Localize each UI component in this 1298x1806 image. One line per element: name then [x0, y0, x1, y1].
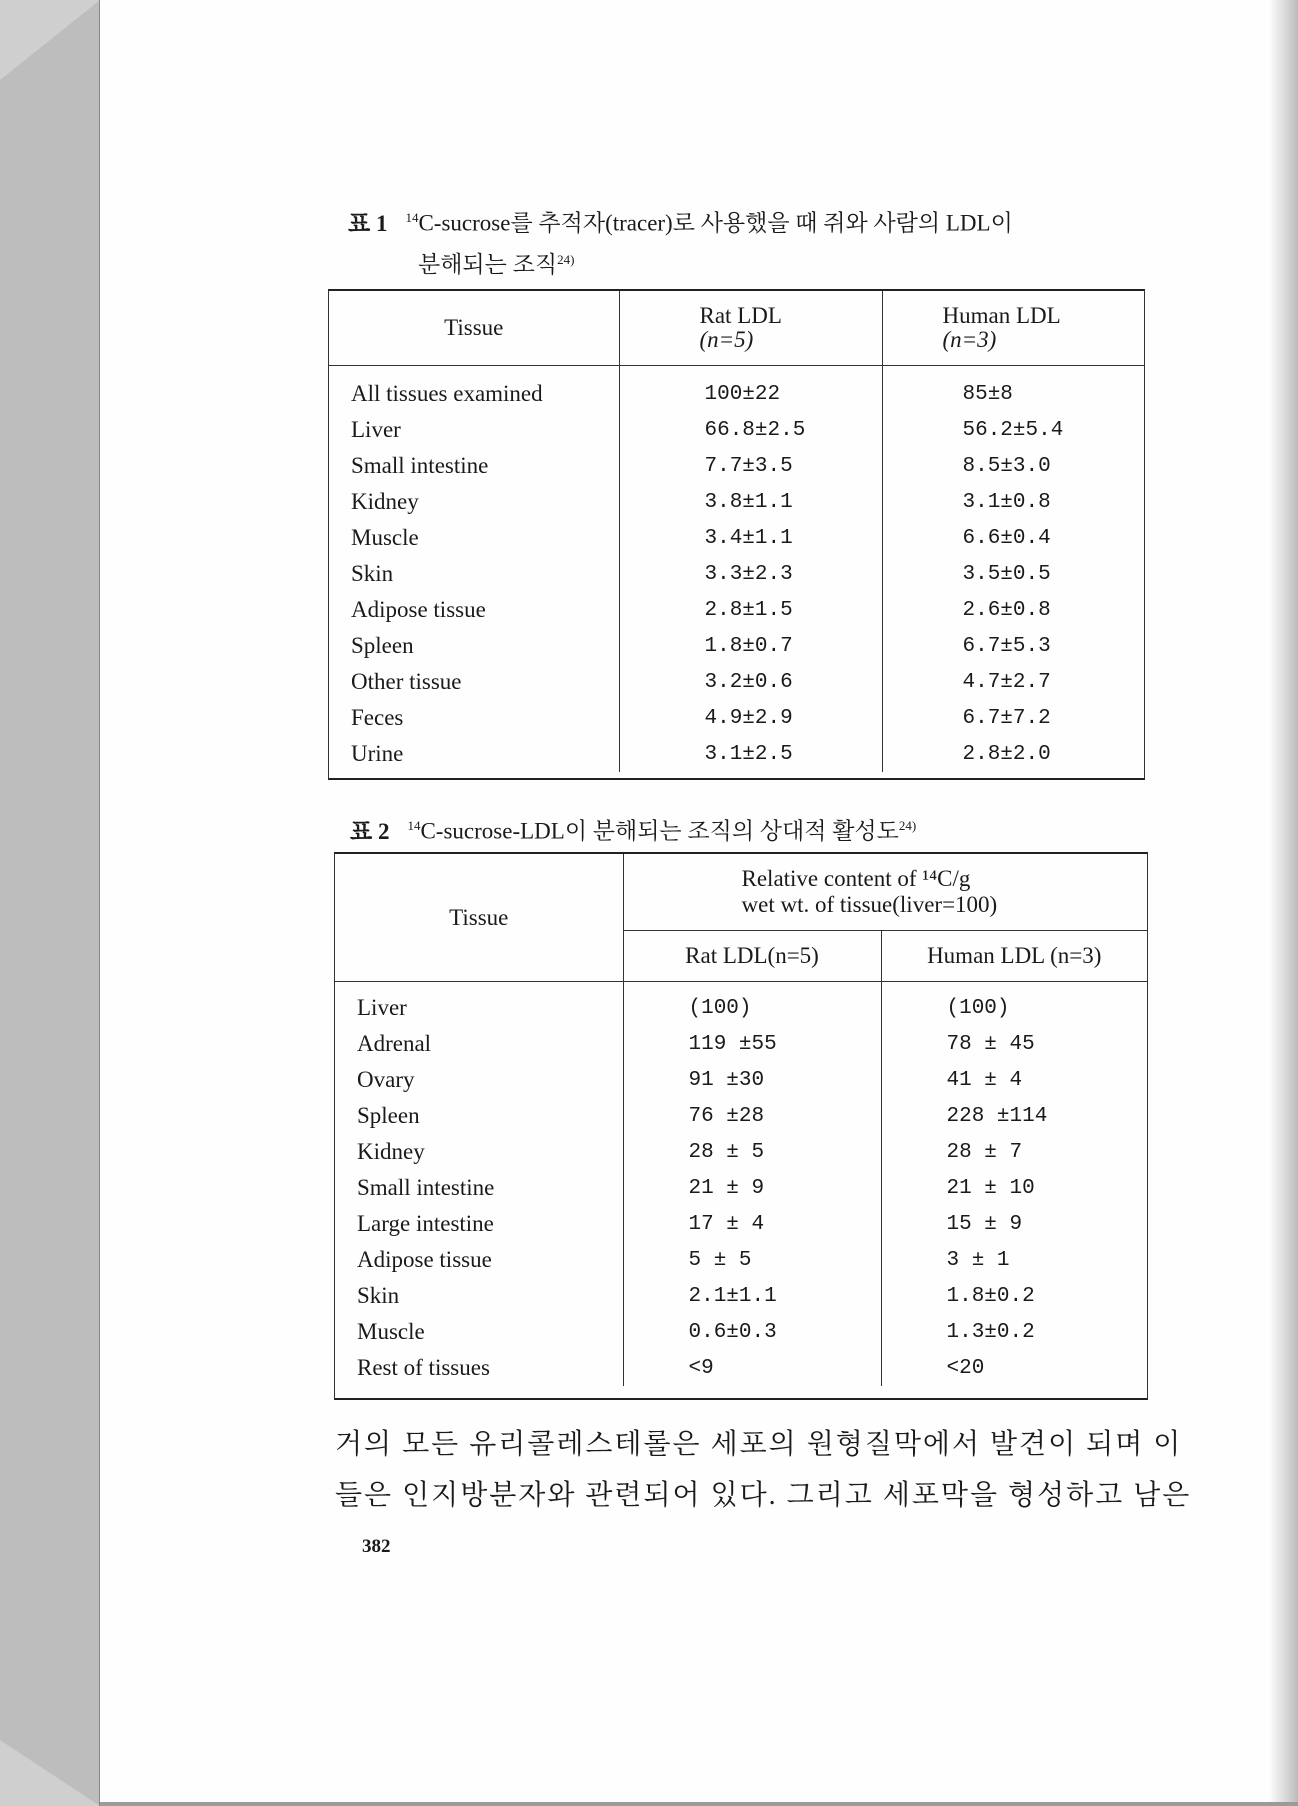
caption-line1: C-sucrose를 추적자(tracer)로 사용했을 때 쥐와 사람의 LDL이: [418, 210, 1013, 236]
human-value-cell: 1.8±0.2: [881, 1278, 1147, 1314]
table-row: [329, 412, 1144, 448]
human-value-cell: 15 ± 9: [881, 1206, 1147, 1242]
rat-value-cell: 3.3±2.3: [619, 556, 882, 592]
table1-label: 표 1: [348, 210, 388, 236]
rat-value-cell: 0.6±0.3: [623, 1314, 881, 1350]
header-human: Human LDL (n=3): [881, 931, 1147, 982]
rat-value-cell: <9: [623, 1350, 881, 1386]
human-value-cell: 2.8±2.0: [882, 736, 1144, 772]
tissue-cell: Kidney: [351, 489, 419, 514]
table-row: [329, 448, 1144, 484]
tissue-cell: Skin: [357, 1283, 400, 1308]
table-row: [329, 484, 1144, 520]
human-value-cell: 1.3±0.2: [881, 1314, 1147, 1350]
table-row: [329, 664, 1144, 700]
body-text-line-1: 거의 모든 유리콜레스테롤은 세포의 원형질막에서 발견이 되며 이: [335, 1429, 1183, 1460]
tissue-cell: Kidney: [357, 1139, 425, 1164]
table-row: [335, 1026, 1147, 1062]
ref-sup: 24): [898, 818, 917, 833]
human-value-cell: 228 ±114: [881, 1098, 1147, 1134]
table-row: [335, 1134, 1147, 1170]
table-row: [335, 1242, 1147, 1278]
header-human-n: (n=3): [942, 327, 997, 352]
group-line1: Relative content of ¹⁴C/g: [741, 866, 971, 891]
human-value-cell: 3.1±0.8: [882, 484, 1144, 520]
rat-value-cell: 91 ±30: [623, 1062, 881, 1098]
human-value-cell: 3.5±0.5: [882, 556, 1144, 592]
human-value-cell: 3 ± 1: [881, 1242, 1147, 1278]
table-row: [335, 1314, 1147, 1350]
table-row: [329, 520, 1144, 556]
human-value-cell: 28 ± 7: [881, 1134, 1147, 1170]
rat-value-cell: 1.8±0.7: [619, 628, 882, 664]
tissue-cell: Ovary: [357, 1067, 415, 1092]
group-line2: wet wt. of tissue(liver=100): [741, 892, 998, 917]
isotope-sup: 14: [407, 818, 421, 833]
table-row: [329, 556, 1144, 592]
tissue-cell: Feces: [351, 705, 404, 730]
rat-value-cell: 7.7±3.5: [619, 448, 882, 484]
tissue-cell: Spleen: [351, 633, 414, 658]
isotope-sup: 14: [405, 210, 419, 225]
tissue-cell: Skin: [351, 561, 394, 586]
table-row: [335, 1350, 1147, 1386]
page-bottom-edge: [100, 1802, 1298, 1806]
tissue-cell: All tissues examined: [351, 381, 543, 406]
header-tissue: Tissue: [335, 854, 623, 982]
table2-label: 표 2: [350, 818, 390, 844]
rat-value-cell: (100): [623, 990, 881, 1026]
tissue-cell: Large intestine: [357, 1211, 494, 1236]
header-rat-label: Rat LDL: [699, 303, 782, 328]
human-value-cell: 8.5±3.0: [882, 448, 1144, 484]
ref-sup: 24): [557, 251, 575, 267]
rat-value-cell: 17 ± 4: [623, 1206, 881, 1242]
rat-value-cell: 3.4±1.1: [619, 520, 882, 556]
tissue-cell: Liver: [357, 995, 407, 1020]
human-value-cell: 85±8: [882, 376, 1144, 412]
rat-value-cell: 66.8±2.5: [619, 412, 882, 448]
table-row: [329, 628, 1144, 664]
table-row: [335, 990, 1147, 1026]
rat-value-cell: 119 ±55: [623, 1026, 881, 1062]
tissue-cell: Other tissue: [351, 669, 462, 694]
rat-value-cell: 3.8±1.1: [619, 484, 882, 520]
tissue-cell: Rest of tissues: [357, 1355, 490, 1380]
rat-value-cell: 4.9±2.9: [619, 700, 882, 736]
tissue-cell: Spleen: [357, 1103, 420, 1128]
body-text-line-2: 들은 인지방분자와 관련되어 있다. 그리고 세포막을 형성하고 남은: [335, 1480, 1192, 1511]
header-tissue: Tissue: [329, 291, 619, 366]
human-value-cell: 41 ± 4: [881, 1062, 1147, 1098]
rat-value-cell: 2.1±1.1: [623, 1278, 881, 1314]
header-group: [623, 854, 1147, 931]
rat-value-cell: 3.2±0.6: [619, 664, 882, 700]
human-value-cell: 6.7±5.3: [882, 628, 1144, 664]
human-value-cell: 4.7±2.7: [882, 664, 1144, 700]
header-rat: Rat LDL(n=5): [623, 931, 881, 982]
tissue-cell: Muscle: [351, 525, 419, 550]
tissue-cell: Adipose tissue: [357, 1247, 492, 1272]
tissue-cell: Adrenal: [357, 1031, 432, 1056]
table-row: [329, 592, 1144, 628]
rat-value-cell: 100±22: [619, 376, 882, 412]
human-value-cell: 21 ± 10: [881, 1170, 1147, 1206]
human-value-cell: 6.7±7.2: [882, 700, 1144, 736]
table2-caption: [350, 808, 916, 850]
table-row: [335, 1062, 1147, 1098]
rat-value-cell: 76 ±28: [623, 1098, 881, 1134]
header-rat-n: (n=5): [699, 327, 754, 352]
page-edge: [1268, 0, 1298, 1806]
human-value-cell: 56.2±5.4: [882, 412, 1144, 448]
table1-caption: [348, 200, 1013, 283]
tissue-cell: Muscle: [357, 1319, 425, 1344]
table-row: [329, 736, 1144, 772]
header-rat: [619, 291, 882, 366]
human-value-cell: 78 ± 45: [881, 1026, 1147, 1062]
table-row: [335, 1278, 1147, 1314]
header-human: [882, 291, 1144, 366]
caption-line2: 분해되는 조직: [418, 252, 558, 278]
tissue-cell: Urine: [351, 741, 404, 766]
header-human-label: Human LDL: [942, 303, 1061, 328]
table1: [328, 289, 1145, 780]
human-value-cell: (100): [881, 990, 1147, 1026]
rat-value-cell: 5 ± 5: [623, 1242, 881, 1278]
table-row: [335, 1098, 1147, 1134]
human-value-cell: 2.6±0.8: [882, 592, 1144, 628]
tissue-cell: Liver: [351, 417, 401, 442]
human-value-cell: <20: [881, 1350, 1147, 1386]
page-number: 382: [362, 1536, 391, 1557]
table-row: [335, 1170, 1147, 1206]
table2: [334, 852, 1148, 1400]
rat-value-cell: 2.8±1.5: [619, 592, 882, 628]
rat-value-cell: 28 ± 5: [623, 1134, 881, 1170]
table-row: [329, 700, 1144, 736]
caption-text: C-sucrose-LDL이 분해되는 조직의 상대적 활성도: [420, 818, 899, 844]
table-row: [335, 1206, 1147, 1242]
tissue-cell: Adipose tissue: [351, 597, 486, 622]
human-value-cell: 6.6±0.4: [882, 520, 1144, 556]
rat-value-cell: 3.1±2.5: [619, 736, 882, 772]
table-row: [329, 376, 1144, 412]
rat-value-cell: 21 ± 9: [623, 1170, 881, 1206]
tissue-cell: Small intestine: [357, 1175, 495, 1200]
tissue-cell: Small intestine: [351, 453, 489, 478]
